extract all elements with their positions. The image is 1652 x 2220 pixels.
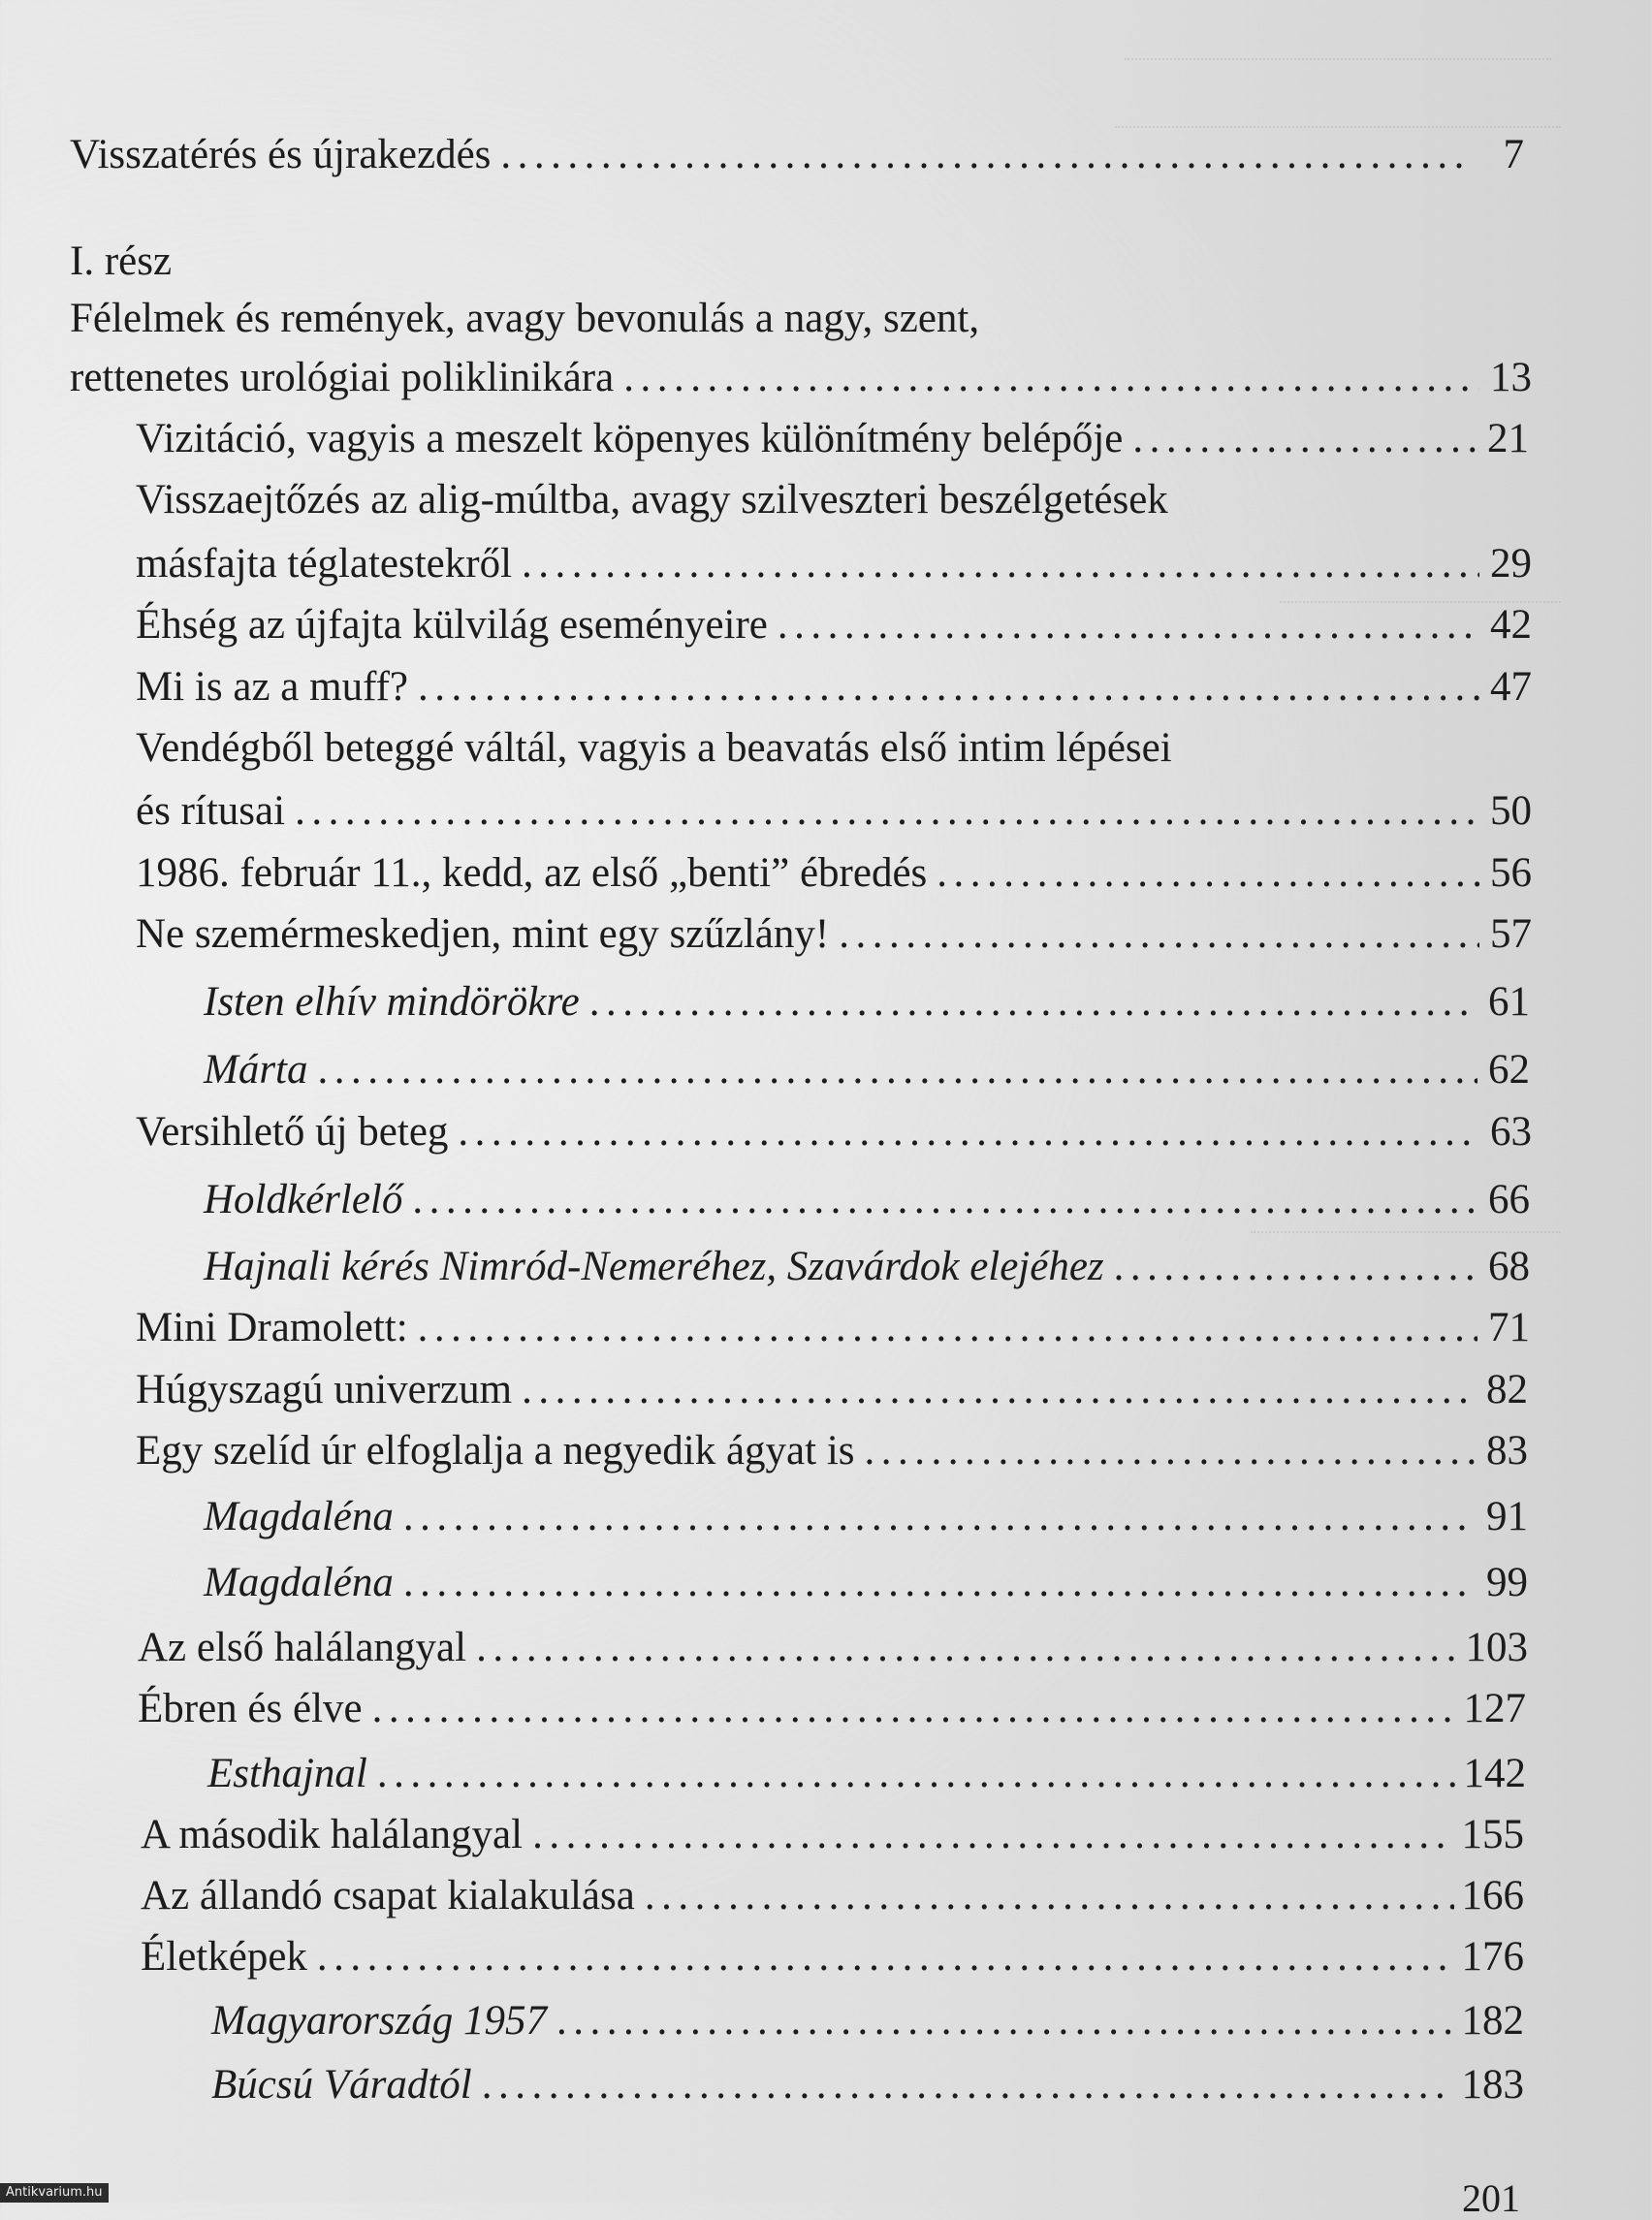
- toc-entry[interactable]: [138, 1680, 1526, 1738]
- toc-entry-page: 71: [1488, 1305, 1530, 1350]
- toc-entry[interactable]: [136, 535, 1532, 593]
- toc-entry-page: 42: [1490, 602, 1532, 648]
- toc-entry-poem[interactable]: [204, 1041, 1530, 1099]
- toc-entry-page: 50: [1490, 788, 1532, 834]
- toc-entry-poem[interactable]: [204, 1238, 1530, 1296]
- toc-entry-title: Magdaléna: [204, 1494, 394, 1539]
- toc-entry-page: 103: [1465, 1625, 1528, 1670]
- dot-leader: [466, 1619, 1457, 1677]
- toc-entry-title: Egy szelíd úr elfoglalja a negyedik ágyat is: [136, 1428, 855, 1474]
- dot-leader: [491, 126, 1472, 184]
- toc-entry[interactable]: [136, 782, 1532, 840]
- dot-leader: [408, 1299, 1477, 1357]
- toc-entry-page: 7: [1503, 132, 1524, 177]
- dot-leader: [367, 1745, 1456, 1803]
- toc-entry-poem[interactable]: [207, 1745, 1526, 1803]
- dot-leader: [512, 535, 1479, 593]
- dot-leader: [1123, 410, 1477, 468]
- dot-leader: [580, 973, 1477, 1031]
- toc-entry-title: Az állandó csapat kialakulása: [141, 1873, 635, 1919]
- toc-entry-title: Visszatérés és újrakezdés: [70, 132, 492, 177]
- toc-entry[interactable]: [136, 1299, 1530, 1357]
- dot-leader: [614, 349, 1479, 407]
- toc-entry-page: 82: [1486, 1367, 1528, 1412]
- toc-entry-page: 57: [1490, 911, 1532, 957]
- toc-entry-page: 127: [1463, 1686, 1526, 1731]
- toc-entry-title: Hajnali kérés Nimród-Nemeréhez, Szavárdok elejéhez: [204, 1244, 1104, 1289]
- toc-entry-title: Ne szemérmeskedjen, mint egy szűzlány!: [136, 911, 830, 957]
- dot-leader: [408, 658, 1479, 716]
- dot-leader: [523, 1806, 1453, 1864]
- toc-entry-title: és rítusai: [136, 788, 286, 834]
- toc-entry[interactable]: [141, 1806, 1524, 1864]
- toc-entry[interactable]: [141, 1928, 1524, 1986]
- dot-leader: [829, 905, 1479, 964]
- toc-entry-part[interactable]: [70, 349, 1532, 407]
- toc-entry-page: 182: [1461, 1998, 1524, 2044]
- toc-entry-page: 66: [1488, 1177, 1530, 1222]
- toc-entry-page: 142: [1463, 1751, 1526, 1796]
- dot-leader: [855, 1422, 1477, 1480]
- toc-entry-page: 29: [1490, 541, 1532, 587]
- toc-entry[interactable]: [136, 905, 1532, 964]
- dot-leader: [363, 1680, 1456, 1738]
- toc-entry-page: 166: [1461, 1873, 1524, 1919]
- bottom-page-number: 201: [1462, 2176, 1520, 2220]
- toc-entry-title: másfajta téglatestekről: [136, 541, 513, 587]
- toc-entry[interactable]: [136, 658, 1532, 716]
- dot-leader: [402, 1171, 1477, 1229]
- dot-leader: [768, 596, 1479, 654]
- toc-entry-page: 62: [1488, 1047, 1530, 1093]
- part-title-line2: rettenetes urológiai poliklinikára: [70, 355, 615, 400]
- toc-entry-title: Versihlető új beteg: [136, 1109, 449, 1155]
- part-label: I. rész: [70, 238, 173, 284]
- dot-leader: [394, 1554, 1476, 1612]
- toc-entry-poem[interactable]: [211, 1992, 1524, 2050]
- part-title-line1: Félelmek és remények, avagy bevonulás a nagy, szent,: [70, 296, 980, 341]
- watermark-badge: Antikvarium.hu: [0, 2183, 109, 2203]
- dot-leader: [635, 1867, 1454, 1925]
- dot-leader: [394, 1488, 1476, 1546]
- toc-entry-title: Búcsú Váradtól: [211, 2062, 472, 2108]
- dot-leader: [285, 782, 1479, 840]
- toc-entry-poem[interactable]: [211, 2056, 1524, 2114]
- toc-entry-page: 47: [1490, 664, 1532, 710]
- dot-leader: [448, 1103, 1479, 1161]
- toc-entry[interactable]: [136, 410, 1529, 468]
- dot-leader: [1104, 1238, 1477, 1296]
- dot-leader: [512, 1361, 1476, 1419]
- toc-entry-title: 1986. február 11., kedd, az első „benti” ébredés: [136, 850, 928, 896]
- toc-entry-page: 91: [1486, 1494, 1528, 1539]
- toc-entry-page: 61: [1488, 979, 1530, 1025]
- toc-entry-title: Magyarország 1957: [211, 1998, 547, 2044]
- toc-entry-title: Isten elhív mindörökre: [204, 979, 580, 1025]
- toc-entry[interactable]: [136, 1103, 1532, 1161]
- toc-entry-title: Magdaléna: [204, 1560, 394, 1605]
- toc-entry-poem[interactable]: [204, 973, 1530, 1031]
- toc-entry-title: Esthajnal: [207, 1751, 367, 1796]
- dot-leader: [472, 2056, 1454, 2114]
- toc-entry-page: 83: [1486, 1428, 1528, 1474]
- toc-entry-page: 21: [1487, 416, 1529, 461]
- dot-leader: [927, 844, 1479, 903]
- toc-entry-page: 183: [1461, 2062, 1524, 2108]
- toc-entry[interactable]: [136, 844, 1532, 903]
- toc-entry-title: Életképek: [141, 1934, 307, 1980]
- toc-entry-poem[interactable]: [204, 1171, 1530, 1229]
- toc-entry-title-first-line[interactable]: Vendégből beteggé váltál, vagyis a beavatás első intim lépései: [136, 725, 1172, 771]
- toc-entry-page: 176: [1461, 1934, 1524, 1980]
- toc-entry[interactable]: [138, 1619, 1528, 1677]
- toc-entry-intro[interactable]: [70, 126, 1524, 184]
- dot-leader: [307, 1928, 1454, 1986]
- toc-entry-page: 155: [1461, 1812, 1524, 1857]
- toc-entry-page: 13: [1490, 355, 1532, 400]
- toc-entry[interactable]: [136, 1422, 1528, 1480]
- toc-entry-title: Mi is az a muff?: [136, 664, 409, 710]
- toc-entry-page: 99: [1486, 1560, 1528, 1605]
- toc-entry-title: Az első halálangyal: [138, 1625, 467, 1670]
- toc-entry-poem[interactable]: [204, 1488, 1528, 1546]
- toc-entry-title: Húgyszagú univerzum: [136, 1367, 513, 1412]
- toc-entry-title: Éhség az újfajta külvilág eseményeire: [136, 602, 768, 648]
- toc-entry[interactable]: [136, 1361, 1528, 1419]
- toc-entry-title: Ébren és élve: [138, 1686, 363, 1731]
- toc-entry[interactable]: [136, 596, 1532, 654]
- toc-entry-page: 68: [1488, 1244, 1530, 1289]
- toc-entry[interactable]: [141, 1867, 1524, 1925]
- toc-entry-page: 56: [1490, 850, 1532, 896]
- dot-leader: [547, 1992, 1454, 2050]
- toc-entry-title: Vizitáció, vagyis a meszelt köpenyes különítmény belépője: [136, 416, 1124, 461]
- toc-entry-title: Márta: [204, 1047, 308, 1093]
- toc-entry-poem[interactable]: [204, 1554, 1528, 1612]
- toc-entry-title: Holdkérlelő: [204, 1177, 403, 1222]
- toc-entry-title-first-line[interactable]: Visszaejtőzés az alig-múltba, avagy szilveszteri beszélgetések: [136, 477, 1168, 523]
- toc-entry-title: A második halálangyal: [141, 1812, 524, 1857]
- toc-entry-page: 63: [1490, 1109, 1532, 1155]
- toc-entry-title: Mini Dramolett:: [136, 1305, 408, 1350]
- dot-leader: [308, 1041, 1478, 1099]
